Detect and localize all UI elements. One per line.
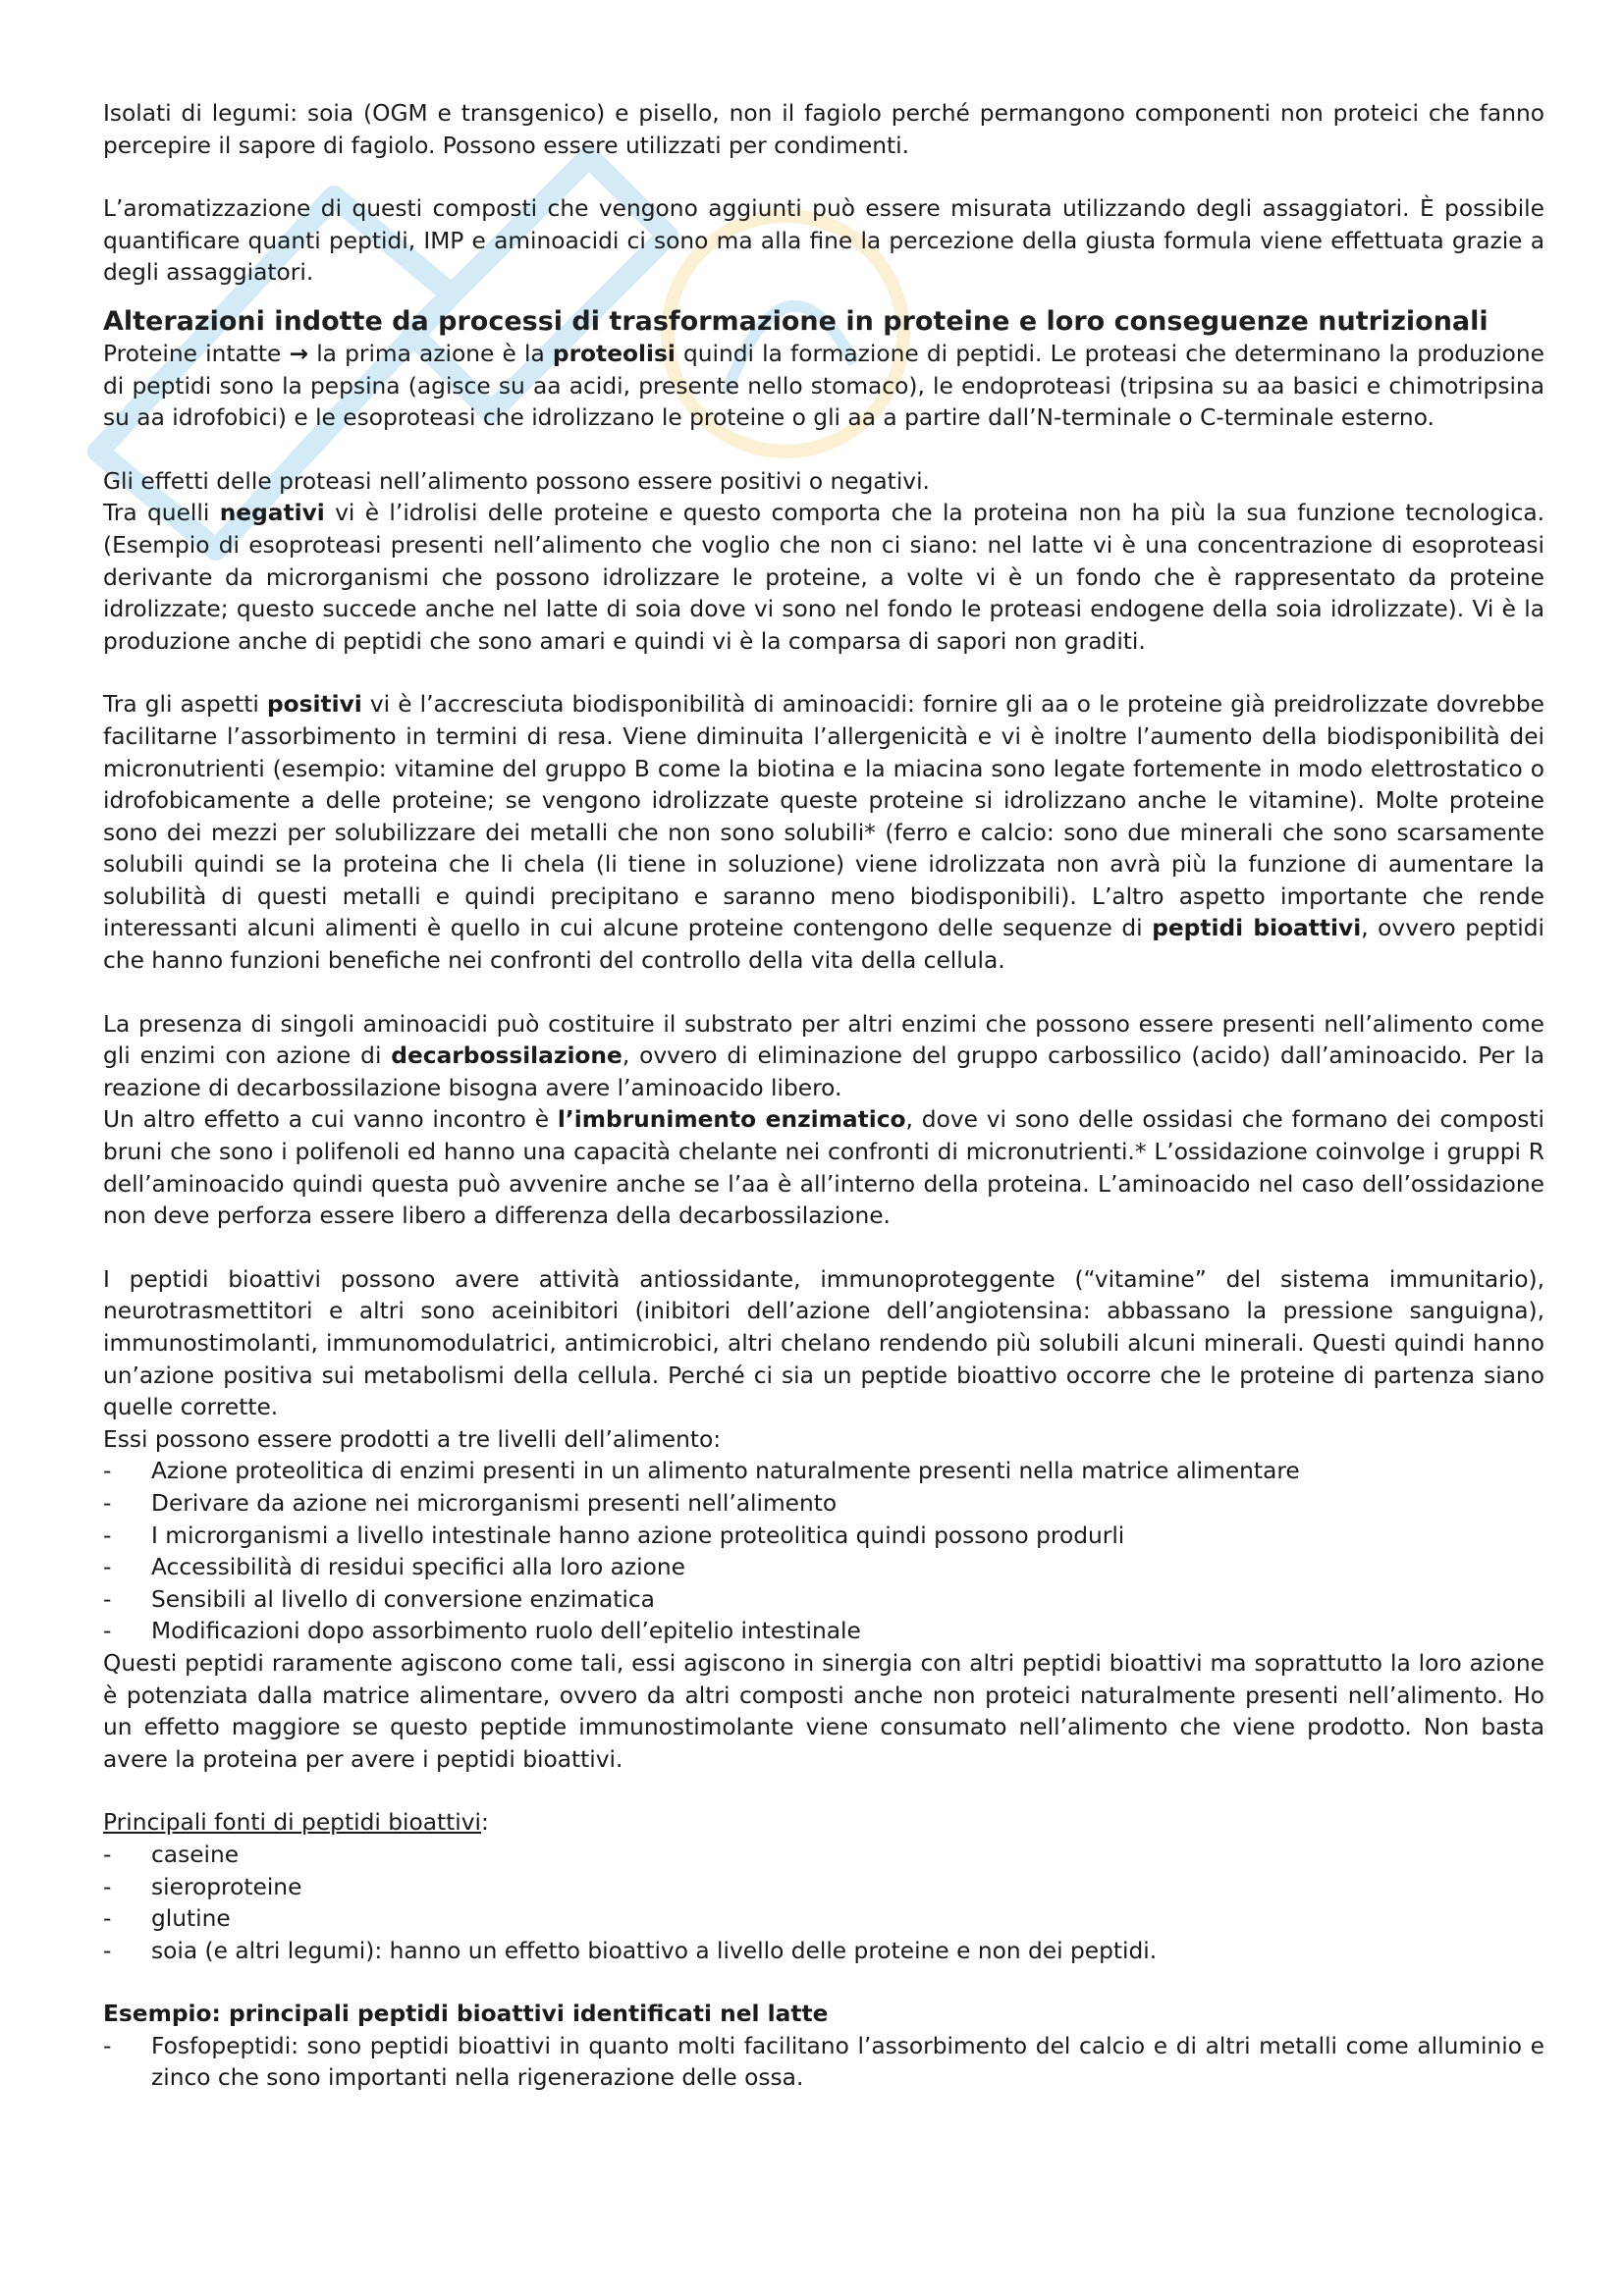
paragraph-tre-livelli: Essi possono essere prodotti a tre livelli dell’alimento: [103,1425,722,1453]
list-fonti [103,1840,1544,1967]
paragraph-negativi: Tra quelli negativi vi è l’idrolisi delle proteine e questo comporta che la proteina non ha più la sua funzione tecnologica. (Esempio di esoproteasi presenti nell’alimento che voglio che non ci siano: nel latte vi è una concentrazione di esoproteasi derivante da microrganismi che possono idrolizzare le proteine, a volte vi è un fondo che è rappresentato da proteine idrolizzate; questo succede anche nel latte di soia dove vi sono nel fondo le proteasi endogene della soia idrolizzate). Vi è la produzione anche di peptidi che sono amari e quindi vi è la comparsa di sapori non graditi. [103,500,1544,655]
term-peptidi-bioattivi: peptidi bioattivi [1152,915,1362,942]
list-item: - sieroproteine [103,1873,302,1900]
paragraph-decarbossilazione: La presenza di singoli aminoacidi può costituire il substrato per altri enzimi che possono essere presenti nell’alimento come gli enzimi con azione di decarbossilazione, ovvero di eliminazione del gruppo carbossilico (acido) dall’aminoacido. Per la reazione di decarbossilazione bisogna avere l’aminoacido libero. [103,1010,1544,1101]
document-page [103,98,1544,2095]
fonti-heading: Principali fonti di peptidi bioattivi: [103,1809,489,1837]
list-item: - Sensibili al livello di conversione enzimatica [103,1585,655,1613]
list-esempio [103,2031,1544,2095]
paragraph-effetti-proteasi: Gli effetti delle proteasi nell’alimento possono essere positivi o negativi. [103,467,930,495]
term-decarbossilazione: decarbossilazione [391,1042,623,1070]
term-positivi: positivi [266,691,362,719]
arrow-right-icon: → [289,340,309,367]
section-heading-alterazioni: Alterazioni indotte da processi di trasformazione in proteine e loro conseguenze nutrizionali [103,305,1489,337]
list-item: - Fosfopeptidi: sono peptidi bioattivi in quanto molti facilitano l’assorbimento del calcio e di altri metalli come alluminio e zinco che sono importanti nella rigenerazione delle ossa. [103,2032,1544,2092]
paragraph-sinergia: Questi peptidi raramente agiscono come tali, essi agiscono in sinergia con altri peptidi bioattivi ma soprattutto la loro azione è potenziata dalla matrice alimentare, ovvero da altri composti anche non proteici naturalmente presenti nell’alimento. Ho un effetto maggiore se questo peptide immunostimolante viene consumato nell’alimento che viene prodotto. Non basta avere la proteina per avere i peptidi bioattivi. [103,1649,1544,1773]
list-item: - caseine [103,1841,240,1868]
term-imbrunimento-enzimatico: l’imbrunimento enzimatico [557,1106,906,1134]
term-proteolisi: proteolisi [552,340,676,367]
list-item: - I microrganismi a livello intestinale hanno azione proteolitica quindi possono produrli [103,1522,1125,1549]
paragraph-peptidi-bioattivi-attivita: I peptidi bioattivi possono avere attività antiossidante, immunoproteggente (“vitamine” del sistema immunitario), neurotrasmettitori e altri sono aceinibitori (inibitori dell’azione dell’angiotensina: abbassano la pressione sanguigna), immunostimolanti, immunomodulatrici, antimicrobici, altri chelano rendendo più solubili alcuni minerali. Questi quindi hanno un’azione positiva sui metabolismi della cellula. Perché ci sia un peptide bioattivo occorre che le proteine di partenza siano quelle corrette. [103,1265,1544,1421]
paragraph-imbrunimento: Un altro effetto a cui vanno incontro è l’imbrunimento enzimatico, dove vi sono delle ossidasi che formano dei composti bruni che sono i polifenoli ed hanno una capacità chelante nei confronti di micronutrienti.* L’ossidazione coinvolge i gruppi R dell’aminoacido quindi questa può avvenire anche se l’aa è all’interno della proteina. L’aminoacido nel caso dell’ossidazione non deve perforza essere libero a differenza della decarbossilazione. [103,1106,1544,1230]
paragraph-isolati-legumi: Isolati di legumi: soia (OGM e transgenico) e pisello, non il fagiolo perché permangono componenti non proteici che fanno percepire il sapore di fagiolo. Possono essere utilizzati per condimenti. [103,100,1544,159]
list-item: - Accessibilità di residui specifici alla loro azione [103,1554,685,1581]
paragraph-proteolisi: Proteine intatte → la prima azione è la proteolisi quindi la formazione di peptidi. Le proteasi che determinano la produzione di peptidi sono la pepsina (agisce su aa acidi, presente nello stomaco), le endoproteasi (tripsina su aa basici e chimotripsina su aa idrofobici) e le esoproteasi che idrolizzano le proteine o gli aa a partire dall’N-terminale o C-terminale esterno. [103,340,1544,432]
paragraph-aromatizzazione: L’aromatizzazione di questi composti che vengono aggiunti può essere misurata utilizzando degli assaggiatori. È possibile quantificare quanti peptidi, IMP e aminoacidi ci sono ma alla fine la percezione della giusta formula viene effettuata grazie a degli assaggiatori. [103,195,1544,287]
list-item: - Modificazioni dopo assorbimento ruolo dell’epitelio intestinale [103,1618,861,1645]
esempio-heading: Esempio: principali peptidi bioattivi identificati nel latte [103,2001,829,2028]
paragraph-positivi: Tra gli aspetti positivi vi è l’accresciuta biodisponibilità di aminoacidi: fornire gli aa o le proteine già preidrolizzate dovrebbe facilitarne l’assorbimento in termini di resa. Viene diminuita l’allergenicità e vi è inoltre l’aumento della biodisponibilità dei micronutrienti (esempio: vitamine del gruppo B come la biotina e la miacina sono legate fortemente in modo elettrostatico o idrofobicamente a delle proteine; se vengono idrolizzate queste proteine si idrolizzano anche le vitamine). Molte proteine sono dei mezzi per solubilizzare dei metalli che non sono solubili* (ferro e calcio: sono due minerali che sono scarsamente solubili quindi se la proteina che li chela (li tiene in soluzione) viene idrolizzata non avrà più la funzione di aumentare la solubilità di questi metalli e quindi precipitano e saranno meno biodisponibili). L’altro aspetto importante che rende interessanti alcuni alimenti è quello in cui alcune proteine contengono delle sequenze di peptidi bioattivi, ovvero peptidi che hanno funzioni benefiche nei confronti del controllo della vita della cellula. [103,691,1544,975]
list-item: - soia (e altri legumi): hanno un effetto bioattivo a livello delle proteine e non dei peptidi. [103,1937,1158,1964]
list-livelli [103,1456,1544,1648]
list-item: - Derivare da azione nei microrganismi presenti nell’alimento [103,1489,838,1517]
list-item: - Azione proteolitica di enzimi presenti in un alimento naturalmente presenti nella matrice alimentare [103,1458,1300,1485]
list-item: - glutine [103,1905,231,1933]
term-negativi: negativi [219,500,325,527]
